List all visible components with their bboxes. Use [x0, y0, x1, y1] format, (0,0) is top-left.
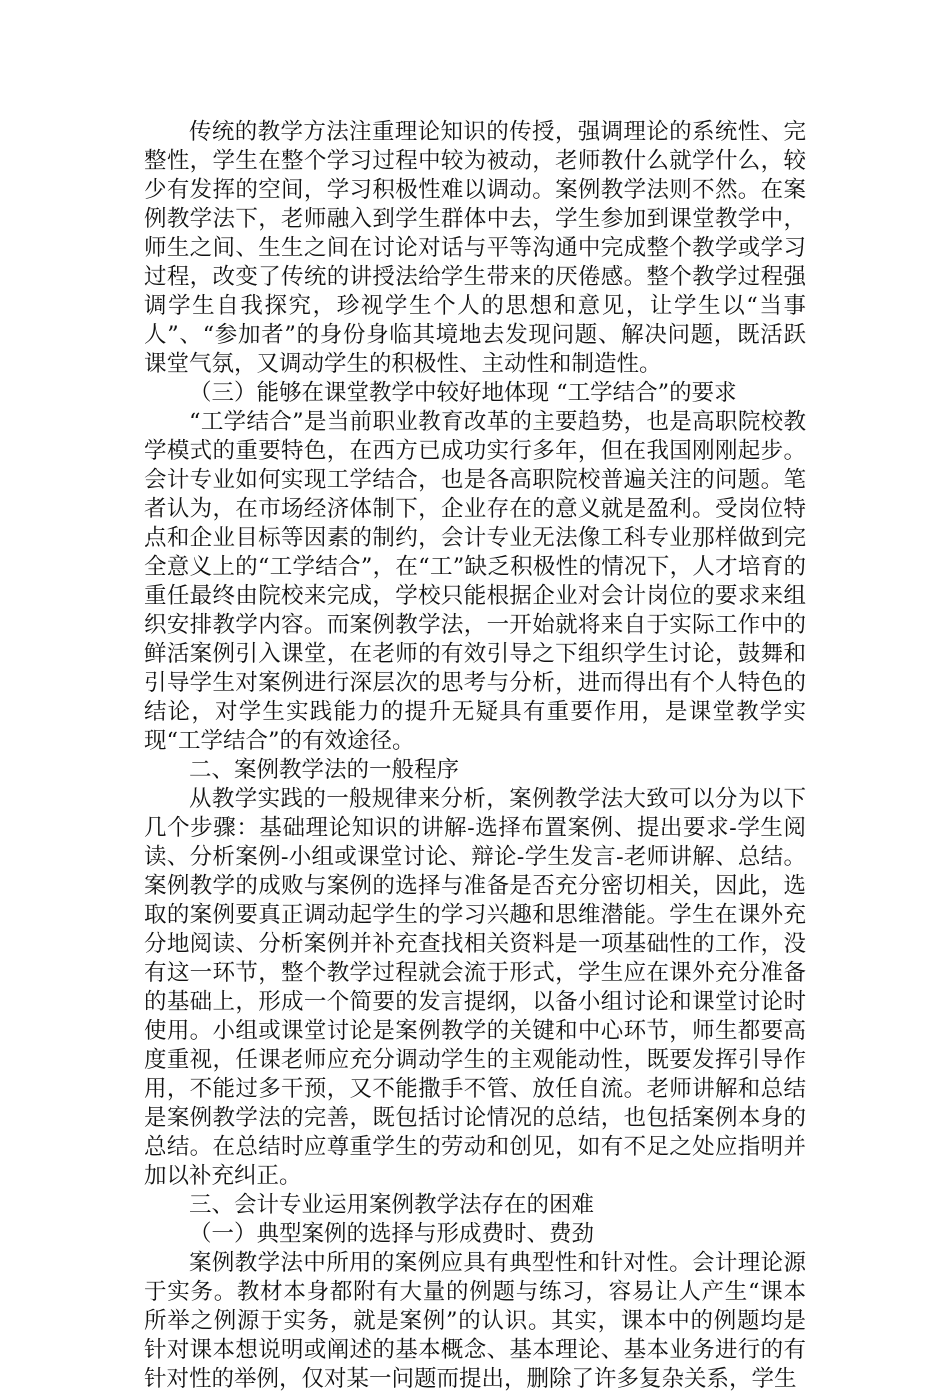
document-page [144, 118, 806, 1394]
paragraph-case-selection: 案例教学法中所用的案例应具有典型性和针对性。会计理论源于实务。教材本身都附有大量的例题与练习，容易让人产生“课本所举之例源于实务，就是案例”的认识。其实，课本中的例题均是针对课本想说明或阐述的基本概念、基本理论、基本业务进行的有针对性的举例，仅对某一问题而提出，删除了许多复杂关系，学生 [144, 1250, 806, 1392]
heading-work-study-integration: （三）能够在课堂教学中较好地体现 “工学结合”的要求 [189, 380, 737, 406]
heading-difficulties: 三、会计专业运用案例教学法存在的困难 [189, 1192, 595, 1218]
heading-general-procedure: 二、案例教学法的一般程序 [189, 757, 460, 783]
paragraph-teaching-comparison: 传统的教学方法注重理论知识的传授，强调理论的系统性、完整性，学生在整个学习过程中较为被动，老师教什么就学什么，较少有发挥的空间，学习积极性难以调动。案例教学法则不然。在案例教学法下，老师融入到学生群体中去，学生参加到课堂教学中，师生之间、生生之间在讨论对话与平等沟通中完成整个教学或学习过程，改变了传统的讲授法给学生带来的厌倦感。整个教学过程强调学生自我探究，珍视学生个人的思想和意见，让学生以“当事人”、“参加者”的身份身临其境地去发现问题、解决问题，既活跃课堂气氛，又调动学生的积极性、主动性和制造性。 [144, 119, 806, 377]
heading-case-selection: （一）典型案例的选择与形成费时、费劲 [189, 1221, 595, 1247]
paragraph-work-study-integration: “工学结合”是当前职业教育改革的主要趋势，也是高职院校教学模式的重要特色，在西方已成功实行多年，但在我国刚刚起步。会计专业如何实现工学结合，也是各高职院校普遍关注的问题。笔者认为，在市场经济体制下，企业存在的意义就是盈利。受岗位特点和企业目标等因素的制约，会计专业无法像工科专业那样做到完全意义上的“工学结合”，在“工”缺乏积极性的情况下，人才培育的重任最终由院校来完成，学校只能根据企业对会计岗位的要求来组织安排教学内容。而案例教学法，一开始就将来自于实际工作中的鲜活案例引入课堂，在老师的有效引导之下组织学生讨论，鼓舞和引导学生对案例进行深层次的思考与分析，进而得出有个人特色的结论，对学生实践能力的提升无疑具有重要作用，是课堂教学实现“工学结合”的有效途径。 [144, 409, 806, 754]
paragraph-general-procedure: 从教学实践的一般规律来分析，案例教学法大致可以分为以下几个步骤：基础理论知识的讲解-选择布置案例、提出要求-学生阅读、分析案例-小组或课堂讨论、辩论-学生发言-老师讲解、总结。案例教学的成败与案例的选择与准备是否充分密切相关，因此，选取的案例要真正调动起学生的学习兴趣和思维潜能。学生在课外充分地阅读、分析案例并补充查找相关资料是一项基础性的工作，没有这一环节，整个教学过程就会流于形式，学生应在课外充分准备的基础上，形成一个简要的发言提纲，以备小组讨论和课堂讨论时使用。小组或课堂讨论是案例教学的关键和中心环节，师生都要高度重视，任课老师应充分调动学生的主观能动性，既要发挥引导作用，不能过多干预，又不能撒手不管、放任自流。老师讲解和总结是案例教学法的完善，既包括讨论情况的总结，也包括案例本身的总结。在总结时应尊重学生的劳动和创见，如有不足之处应指明并加以补充纠正。 [144, 786, 806, 1189]
